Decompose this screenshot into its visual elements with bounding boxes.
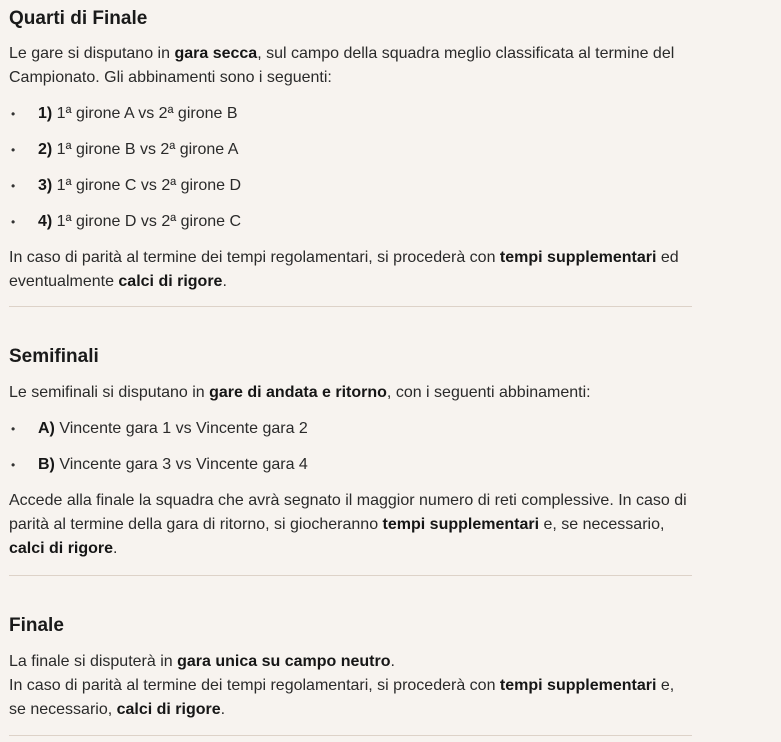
semifinali-outro-pre: Accede alla finale la squadra che avrà segnato il maggior numero di reti complessive. In caso di parità al termine della gara di ritorno, si giocheranno [9, 492, 687, 533]
bullet-icon: • [11, 179, 16, 193]
matchup-text: 1ª girone D vs 2ª girone C [52, 213, 242, 230]
matchup-number: 2) [38, 141, 53, 158]
quarti-intro-bold: gara secca [174, 45, 258, 62]
matchup-text: 1ª girone A vs 2ª girone B [52, 105, 238, 122]
finale-line2-pre: In caso di parità al termine dei tempi regolamentari, si procederà con [9, 677, 500, 694]
list-item [9, 102, 692, 126]
finale-line2-mid: e, se necessario, [9, 677, 675, 718]
matchup-number: A) [38, 420, 55, 437]
section-divider [9, 575, 692, 576]
quarti-outro-bold2: calci di rigore [118, 273, 223, 290]
finale-text [9, 650, 692, 722]
semifinali-intro-pre: Le semifinali si disputano in [9, 384, 210, 401]
list-item [9, 174, 692, 198]
list-item [9, 210, 692, 234]
bullet-icon: • [11, 107, 16, 121]
matchup-text: Vincente gara 3 vs Vincente gara 4 [54, 456, 308, 473]
matchup-number: 1) [38, 105, 53, 122]
finale-line2-bold1: tempi supplementari [499, 677, 657, 694]
section-finale [9, 614, 692, 722]
finale-line1-pre: La finale si disputerà in [9, 653, 178, 670]
bullet-icon: • [11, 422, 16, 436]
list-item [9, 417, 692, 441]
section-divider [9, 735, 692, 736]
semifinali-matchups-list [9, 417, 692, 477]
semifinali-intro [9, 381, 692, 405]
finale-line1-bold: gara unica su campo neutro [177, 653, 391, 670]
quarti-matchups-list [9, 102, 692, 234]
section-title-semifinali: Semifinali [9, 346, 99, 367]
quarti-intro [9, 42, 692, 90]
semifinali-outro-post: . [113, 540, 118, 557]
list-item [9, 453, 692, 477]
semifinali-outro-bold1: tempi supplementari [382, 516, 540, 533]
finale-line2-post: . [220, 701, 226, 718]
quarti-outro-mid: ed eventualmente [9, 249, 679, 290]
matchup-text: 1ª girone C vs 2ª girone D [52, 177, 242, 194]
matchup-text: 1ª girone B vs 2ª girone A [52, 141, 239, 158]
semifinali-outro [9, 489, 692, 561]
section-semifinali [9, 345, 692, 561]
bullet-icon: • [11, 458, 16, 472]
quarti-outro-bold1: tempi supplementari [499, 249, 657, 266]
matchup-number: B) [38, 456, 55, 473]
bullet-icon: • [11, 143, 16, 157]
matchup-number: 3) [38, 177, 53, 194]
section-quarti [9, 0, 692, 294]
bullet-icon: • [11, 215, 16, 229]
matchup-number: 4) [38, 213, 53, 230]
section-title-finale: Finale [9, 615, 64, 636]
semifinali-outro-bold2: calci di rigore [9, 540, 114, 557]
semifinali-intro-bold: gare di andata e ritorno [209, 384, 387, 401]
matchup-text: Vincente gara 1 vs Vincente gara 2 [54, 420, 308, 437]
quarti-outro-pre: In caso di parità al termine dei tempi regolamentari, si procederà con [9, 249, 500, 266]
list-item [9, 138, 692, 162]
semifinali-intro-post: , con i seguenti abbinamenti: [386, 384, 591, 401]
finale-line1-post: . [390, 653, 395, 670]
finale-line2-bold2: calci di rigore [116, 701, 221, 718]
section-divider [9, 306, 692, 307]
quarti-intro-pre: Le gare si disputano in [9, 45, 175, 62]
quarti-outro [9, 246, 692, 294]
section-title-quarti: Quarti di Finale [9, 8, 148, 29]
quarti-outro-post: . [222, 273, 227, 290]
quarti-intro-post: , sul campo della squadra meglio classificata al termine del Campionato. Gli abbinamenti sono i seguenti: [9, 45, 675, 86]
semifinali-outro-mid: e, se necessario, [539, 516, 665, 533]
